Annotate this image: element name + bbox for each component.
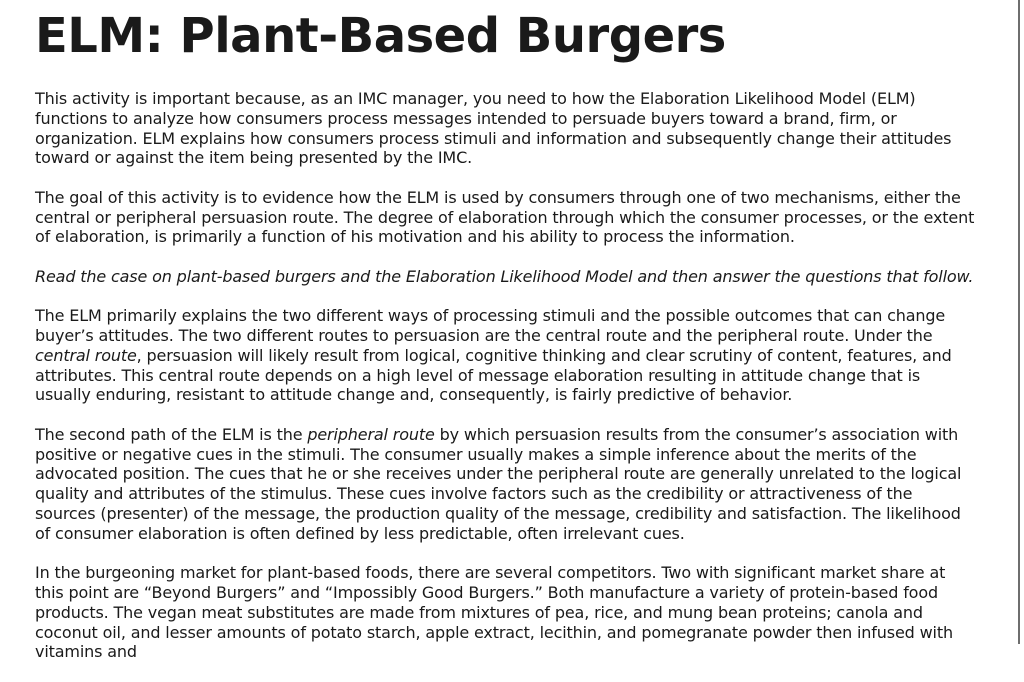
paragraph-instructions: Read the case on plant-based burgers and the Elaboration Likelihood Model and then answer the questions that follow. xyxy=(35,266,974,286)
text-run: by which persuasion results from the consumer’s association with positive or negative cues in the stimuli. The consumer usually makes a simple inference about the merits of the advocated position. The cues that he or she receives under the peripheral route are generally unrelated to the logical quality and attributes of the stimulus. These cues involve factors such as the credibility or attractiveness of the sources (presenter) of the message, the production quality of the message, credibility and satisfaction. The likelihood of consumer elaboration is often defined by less predictable, often irrelevant cues. xyxy=(35,424,962,543)
scrollbar-edge[interactable] xyxy=(1018,0,1020,644)
text-run: , persuasion will likely result from logical, cognitive thinking and clear scrutiny of content, features, and attributes. This central route depends on a high level of message elaboration resulting in attitude change that is usually enduring, resistant to attitude change and, consequently, is fairly predictive of behavior. xyxy=(35,345,952,405)
paragraph-goal: The goal of this activity is to evidence how the ELM is used by consumers through one of two mechanisms, either the central or peripheral persuasion route. The degree of elaboration through which the consumer processes, or the extent of elaboration, is primarily a function of his motivation and his ability to process the information. xyxy=(35,187,975,247)
document-content xyxy=(35,0,975,682)
page-title: ELM: Plant-Based Burgers xyxy=(35,8,726,64)
term-peripheral-route: peripheral route xyxy=(307,424,435,444)
paragraph-intro: This activity is important because, as an IMC manager, you need to how the Elaboration Likelihood Model (ELM) functions to analyze how consumers process messages intended to persuade buyers toward a brand, firm, or organization. ELM explains how consumers process stimuli and information and subsequently change their attitudes toward or against the item being presented by the IMC. xyxy=(35,89,952,168)
text-run: The ELM primarily explains the two different ways of processing stimuli and the possible outcomes that can change buyer’s attitudes. The two different routes to persuasion are the central route and the peripheral route. Under the xyxy=(35,306,946,345)
text-run: The second path of the ELM is the xyxy=(35,424,308,444)
paragraph-central-route xyxy=(35,306,975,405)
term-central-route: central route xyxy=(35,345,137,365)
paragraph-market: In the burgeoning market for plant-based foods, there are several competitors. Two with significant market share at this point are “Beyond Burgers” and “Impossibly Good Burgers.” Both manufacture a variety of protein-based food products. The vegan meat substitutes are made from mixtures of pea, rice, and mung bean proteins; canola and coconut oil, and lesser amounts of potato starch, apple extract, lecithin, and pomegranate powder then infused with vitamins and xyxy=(35,563,953,662)
paragraph-peripheral-route xyxy=(35,425,975,544)
